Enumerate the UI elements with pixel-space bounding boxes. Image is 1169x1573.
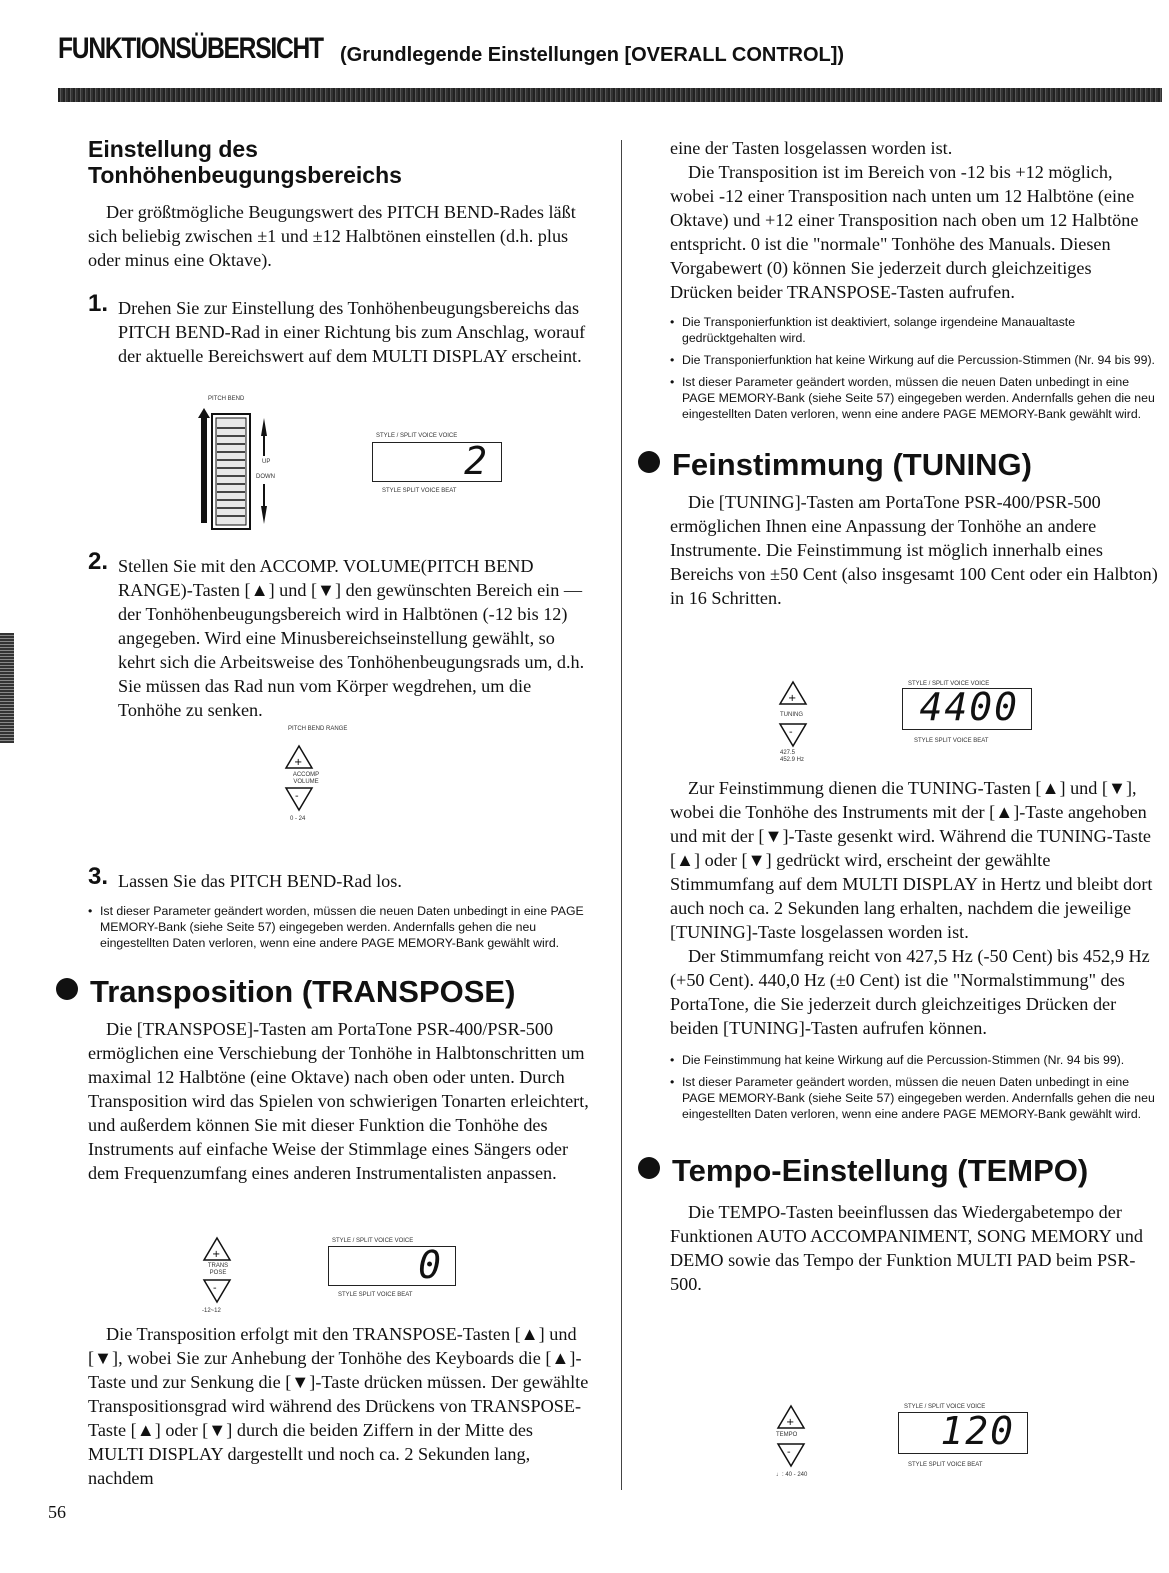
step-1-number: 1. (88, 290, 109, 317)
pitch-bend-heading-line2: Tonhöhenbeugungsbereichs (88, 162, 402, 188)
svg-text:+: + (212, 1249, 221, 1260)
down-triangle-icon (284, 786, 314, 812)
down-triangle-icon (776, 1442, 806, 1468)
pitch-bend-heading (88, 136, 593, 188)
right-column-cont (670, 776, 1158, 1296)
bullet-dot-icon (56, 978, 78, 1000)
lcd-bottom-label: STYLE SPLIT VOICE BEAT (908, 1462, 983, 1468)
up-label: UP (262, 459, 271, 465)
tuning-heading (638, 446, 1158, 484)
edge-tab-marker (0, 633, 14, 743)
step-2-number: 2. (88, 548, 109, 575)
tuning-label: TUNING (780, 712, 803, 718)
svg-text:-: - (787, 1447, 791, 1458)
lcd-top-label: STYLE / SPLIT VOICE VOICE (332, 1238, 414, 1244)
down-triangle-icon (778, 722, 808, 748)
tuning-heading-text: Feinstimmung (TUNING) (672, 447, 1032, 482)
transpose-continued: eine der Tasten losgelassen worden ist. (670, 138, 953, 158)
transpose-paragraph-2: Die Transposition erfolgt mit den TRANSPOSE-Tasten [▲] und [▼], wobei Sie zur Anhebung der Tonhöhe des Keyboards die [▲]-Taste und zur Senkung die [▼]-Taste drücken müssen. Der gewählte Transpositionsgrad wird während des Drückens von TRANSPOSE-Taste [▲] oder [▼] durch die beiden Ziffern in der Mitte des MULTI DISPLAY dargestellt und noch ca. 2 Sekunden lang, nachdem (88, 1324, 589, 1488)
svg-text:+: + (294, 757, 303, 768)
lcd-bottom-label: STYLE SPLIT VOICE BEAT (338, 1292, 413, 1298)
svg-text:-: - (789, 727, 793, 738)
transpose-note-3: • Ist dieser Parameter geändert worden, müssen die neuen Daten unbedingt in eine PAGE MEMORY-Bank (siehe Seite 57) eingegeben werden. Andernfalls gehen die neu eingestellten Daten verloren, wenn eine andere PAGE MEMORY-Bank gewählt wird. (670, 374, 1158, 422)
right-column (670, 136, 1158, 610)
tuning-note-1: • Die Feinstimmung hat keine Wirkung auf die Percussion-Stimmen (Nr. 94 bis 99). (670, 1052, 1158, 1068)
pitch-bend-figure (190, 396, 520, 546)
left-column-cont2 (88, 863, 593, 1185)
up-triangle-icon (778, 680, 808, 706)
down-triangle-icon (202, 1278, 232, 1304)
step-2-text: Stellen Sie mit den ACCOMP. VOLUME(PITCH BEND RANGE)-Tasten [▲] und [▼] den gewünschten Bereich ein — der Tonhöhenbeugungsbereich wird in Halbtönen (-12 bis 12) angegeben. Wird eine Minusbereichseinstellung gewählt, so kehrt sich die Arbeitsweise des Tonhöhenbeugungsrads um, d.h. Sie müssen das Rad nun vom Körper wegdrehen, um die Tonhöhe zu senken. (118, 556, 585, 720)
tuning-range: 427.5 452.9 Hz (780, 750, 805, 763)
page-title: FUNKTIONSÜBERSICHT (58, 32, 323, 65)
tuning-paragraph-3: Der Stimmumfang reicht von 427,5 Hz (-50 Cent) bis 452,9 Hz (+50 Cent). 440,0 Hz (±0 Cent) ist die "Normalstimmung" des PortaTone, die Sie jederzeit durch gleichzeitiges Drücken der beiden [TUNING]-Tasten aufrufen können. (670, 946, 1150, 1038)
pitch-bend-lcd (372, 439, 502, 483)
svg-text:+: + (788, 693, 797, 704)
page-header (58, 32, 1158, 66)
transpose-lcd (328, 1243, 456, 1287)
step-2 (88, 548, 593, 722)
transpose-label: TRANS POSE (207, 1263, 229, 1276)
accomp-volume-figure (270, 726, 390, 826)
pitch-bend-heading-line1: Einstellung des (88, 136, 258, 162)
transpose-heading-text: Transposition (TRANSPOSE) (90, 974, 516, 1009)
svg-text:+: + (786, 1417, 795, 1428)
tuning-paragraph-2: Zur Feinstimmung dienen die TUNING-Tasten [▲] und [▼], wobei die Tonhöhe des Instruments mit der [▲]-Taste angehoben und mit der [▼]-Taste gesenkt wird. Während die TUNING-Taste [▲] oder [▼] gedrückt wird, erscheint der gewählte Stimmumfang auf dem MULTI DISPLAY in Hertz und bleibt dort auch noch ca. 2 Sekunden lang erhalten, nachdem die jeweilige [TUNING]-Taste losgelassen worden ist. (670, 778, 1153, 942)
lcd-top-label: STYLE / SPLIT VOICE VOICE (904, 1404, 986, 1410)
column-divider (621, 140, 622, 1490)
pbr-label: PITCH BEND RANGE (288, 726, 348, 732)
bullet-dot-icon (638, 1157, 660, 1179)
tempo-range: ♩: 40 - 240 (776, 1472, 808, 1478)
lcd-top-label: STYLE / SPLIT VOICE VOICE (908, 681, 990, 687)
step-1 (88, 290, 593, 368)
tuning-lcd-value: 4400 (919, 685, 1019, 729)
bullet-dot-icon (638, 451, 660, 473)
tempo-lcd-value: 120 (940, 1409, 1015, 1453)
header-rule (58, 88, 1162, 102)
lcd-bottom-label: STYLE SPLIT VOICE BEAT (382, 488, 457, 494)
tempo-paragraph-1: Die TEMPO-Tasten beeinflussen das Wiedergabetempo der Funktionen AUTO ACCOMPANIMENT, SONG MEMORY und DEMO sowie das Tempo der Funktion MULTI PAD beim PSR-500. (670, 1202, 1143, 1294)
transpose-heading (56, 973, 593, 1011)
accomp-range: 0 - 24 (290, 816, 306, 822)
pitch-bend-lcd-value: 2 (464, 439, 489, 483)
step-3-text: Lassen Sie das PITCH BEND-Rad los. (118, 871, 402, 891)
svg-text:-: - (295, 791, 299, 802)
lcd-top-label: STYLE / SPLIT VOICE VOICE (376, 433, 458, 439)
transpose-range: -12~12 (202, 1308, 221, 1314)
pitch-bend-intro: Der größtmögliche Beugungswert des PITCH BEND-Rades läßt sich beliebig zwischen ±1 und ±12 Halbtönen einstellen (d.h. plus oder minus eine Oktave). (88, 202, 576, 270)
accomp-volume-label: ACCOMP VOLUME (292, 772, 320, 785)
up-triangle-icon (202, 1236, 232, 1262)
left-column-cont (88, 548, 593, 722)
pitch-bend-note: • Ist dieser Parameter geändert worden, müssen die neuen Daten unbedingt in eine PAGE MEMORY-Bank (siehe Seite 57) eingegeben werden. Andernfalls gehen die neu eingestellten Daten verloren, wenn eine andere PAGE MEMORY-Bank gewählt wird. (88, 903, 590, 951)
step-3 (88, 863, 593, 893)
up-triangle-icon (776, 1404, 806, 1430)
tuning-paragraph-1: Die [TUNING]-Tasten am PortaTone PSR-400/PSR-500 ermöglichen Ihnen eine Anpassung der Tonhöhe an andere Instrumente. Die Feinstimmung ist möglich innerhalb eines Bereichs von ±50 Cent (also insgesamt 100 Cent oder ein Halbton) in 16 Schritten. (670, 492, 1158, 608)
tempo-heading (638, 1152, 1158, 1190)
transpose-note-1: • Die Transponierfunktion ist deaktiviert, solange irgendeine Manaualtaste gedrücktgehalten wird. (670, 314, 1158, 346)
transpose-figure (200, 1232, 480, 1317)
tuning-note-2: • Ist dieser Parameter geändert worden, müssen die neuen Daten unbedingt in eine PAGE MEMORY-Bank (siehe Seite 57) eingegeben werden. Andernfalls gehen die neu eingestellten Daten verloren, wenn eine andere PAGE MEMORY-Bank gewählt wird. (670, 1074, 1158, 1122)
transpose-note-2: • Die Transponierfunktion hat keine Wirkung auf die Percussion-Stimmen (Nr. 94 bis 99). (670, 352, 1158, 368)
tuning-lcd (902, 685, 1032, 730)
step-1-text: Drehen Sie zur Einstellung des Tonhöhenbeugungsbereichs das PITCH BEND-Rad in einer Richtung bis zum Anschlag, worauf der aktuelle Bereichswert auf dem MULTI DISPLAY erscheint. (118, 298, 586, 366)
tempo-lcd (898, 1409, 1028, 1454)
transpose-paragraph-3: Die Transposition ist im Bereich von -12 bis +12 möglich, wobei -12 einer Transposition nach unten um 12 Halbtöne (eine Oktave) und +12 einer Transposition nach oben um 12 Halbtöne entspricht. 0 ist die "normale" Tonhöhe des Manuals. Diesen Vorgabewert (0) können Sie jederzeit durch gleichzeitiges Drücken beider TRANSPOSE-Tasten aufrufen. (670, 162, 1139, 302)
tempo-heading-text: Tempo-Einstellung (TEMPO) (672, 1153, 1089, 1188)
up-triangle-icon (284, 744, 314, 770)
page-subtitle: (Grundlegende Einstellungen [OVERALL CONTROL]) (340, 44, 845, 66)
transpose-paragraph-1: Die [TRANSPOSE]-Tasten am PortaTone PSR-400/PSR-500 ermöglichen eine Verschiebung der Tonhöhe in Halbtonschritten um maximal 12 Halbtöne (eine Oktave) nach oben oder unten. Durch Transposition wird das Spielen von schwierigen Tonarten erleichtert, und außerdem können Sie mit dieser Funktion die Tonhöhe des Instruments auf einfache Weise der Stimmlage eines Sängers oder dem Frequenzumfang eines anderen Instrumentalisten anpassen. (88, 1019, 589, 1183)
step-3-number: 3. (88, 863, 109, 890)
lcd-bottom-label: STYLE SPLIT VOICE BEAT (914, 738, 989, 744)
svg-text:-: - (213, 1283, 217, 1294)
left-column-cont3 (88, 1322, 593, 1490)
down-label: DOWN (256, 474, 275, 480)
left-column (88, 136, 593, 368)
pitch-bend-label: PITCH BEND (208, 396, 245, 402)
tempo-figure (776, 1400, 1066, 1490)
tempo-label: TEMPO (776, 1432, 798, 1438)
page-number: 56 (48, 1502, 66, 1522)
transpose-lcd-value: 0 (418, 1243, 443, 1287)
tuning-figure (776, 676, 1066, 766)
